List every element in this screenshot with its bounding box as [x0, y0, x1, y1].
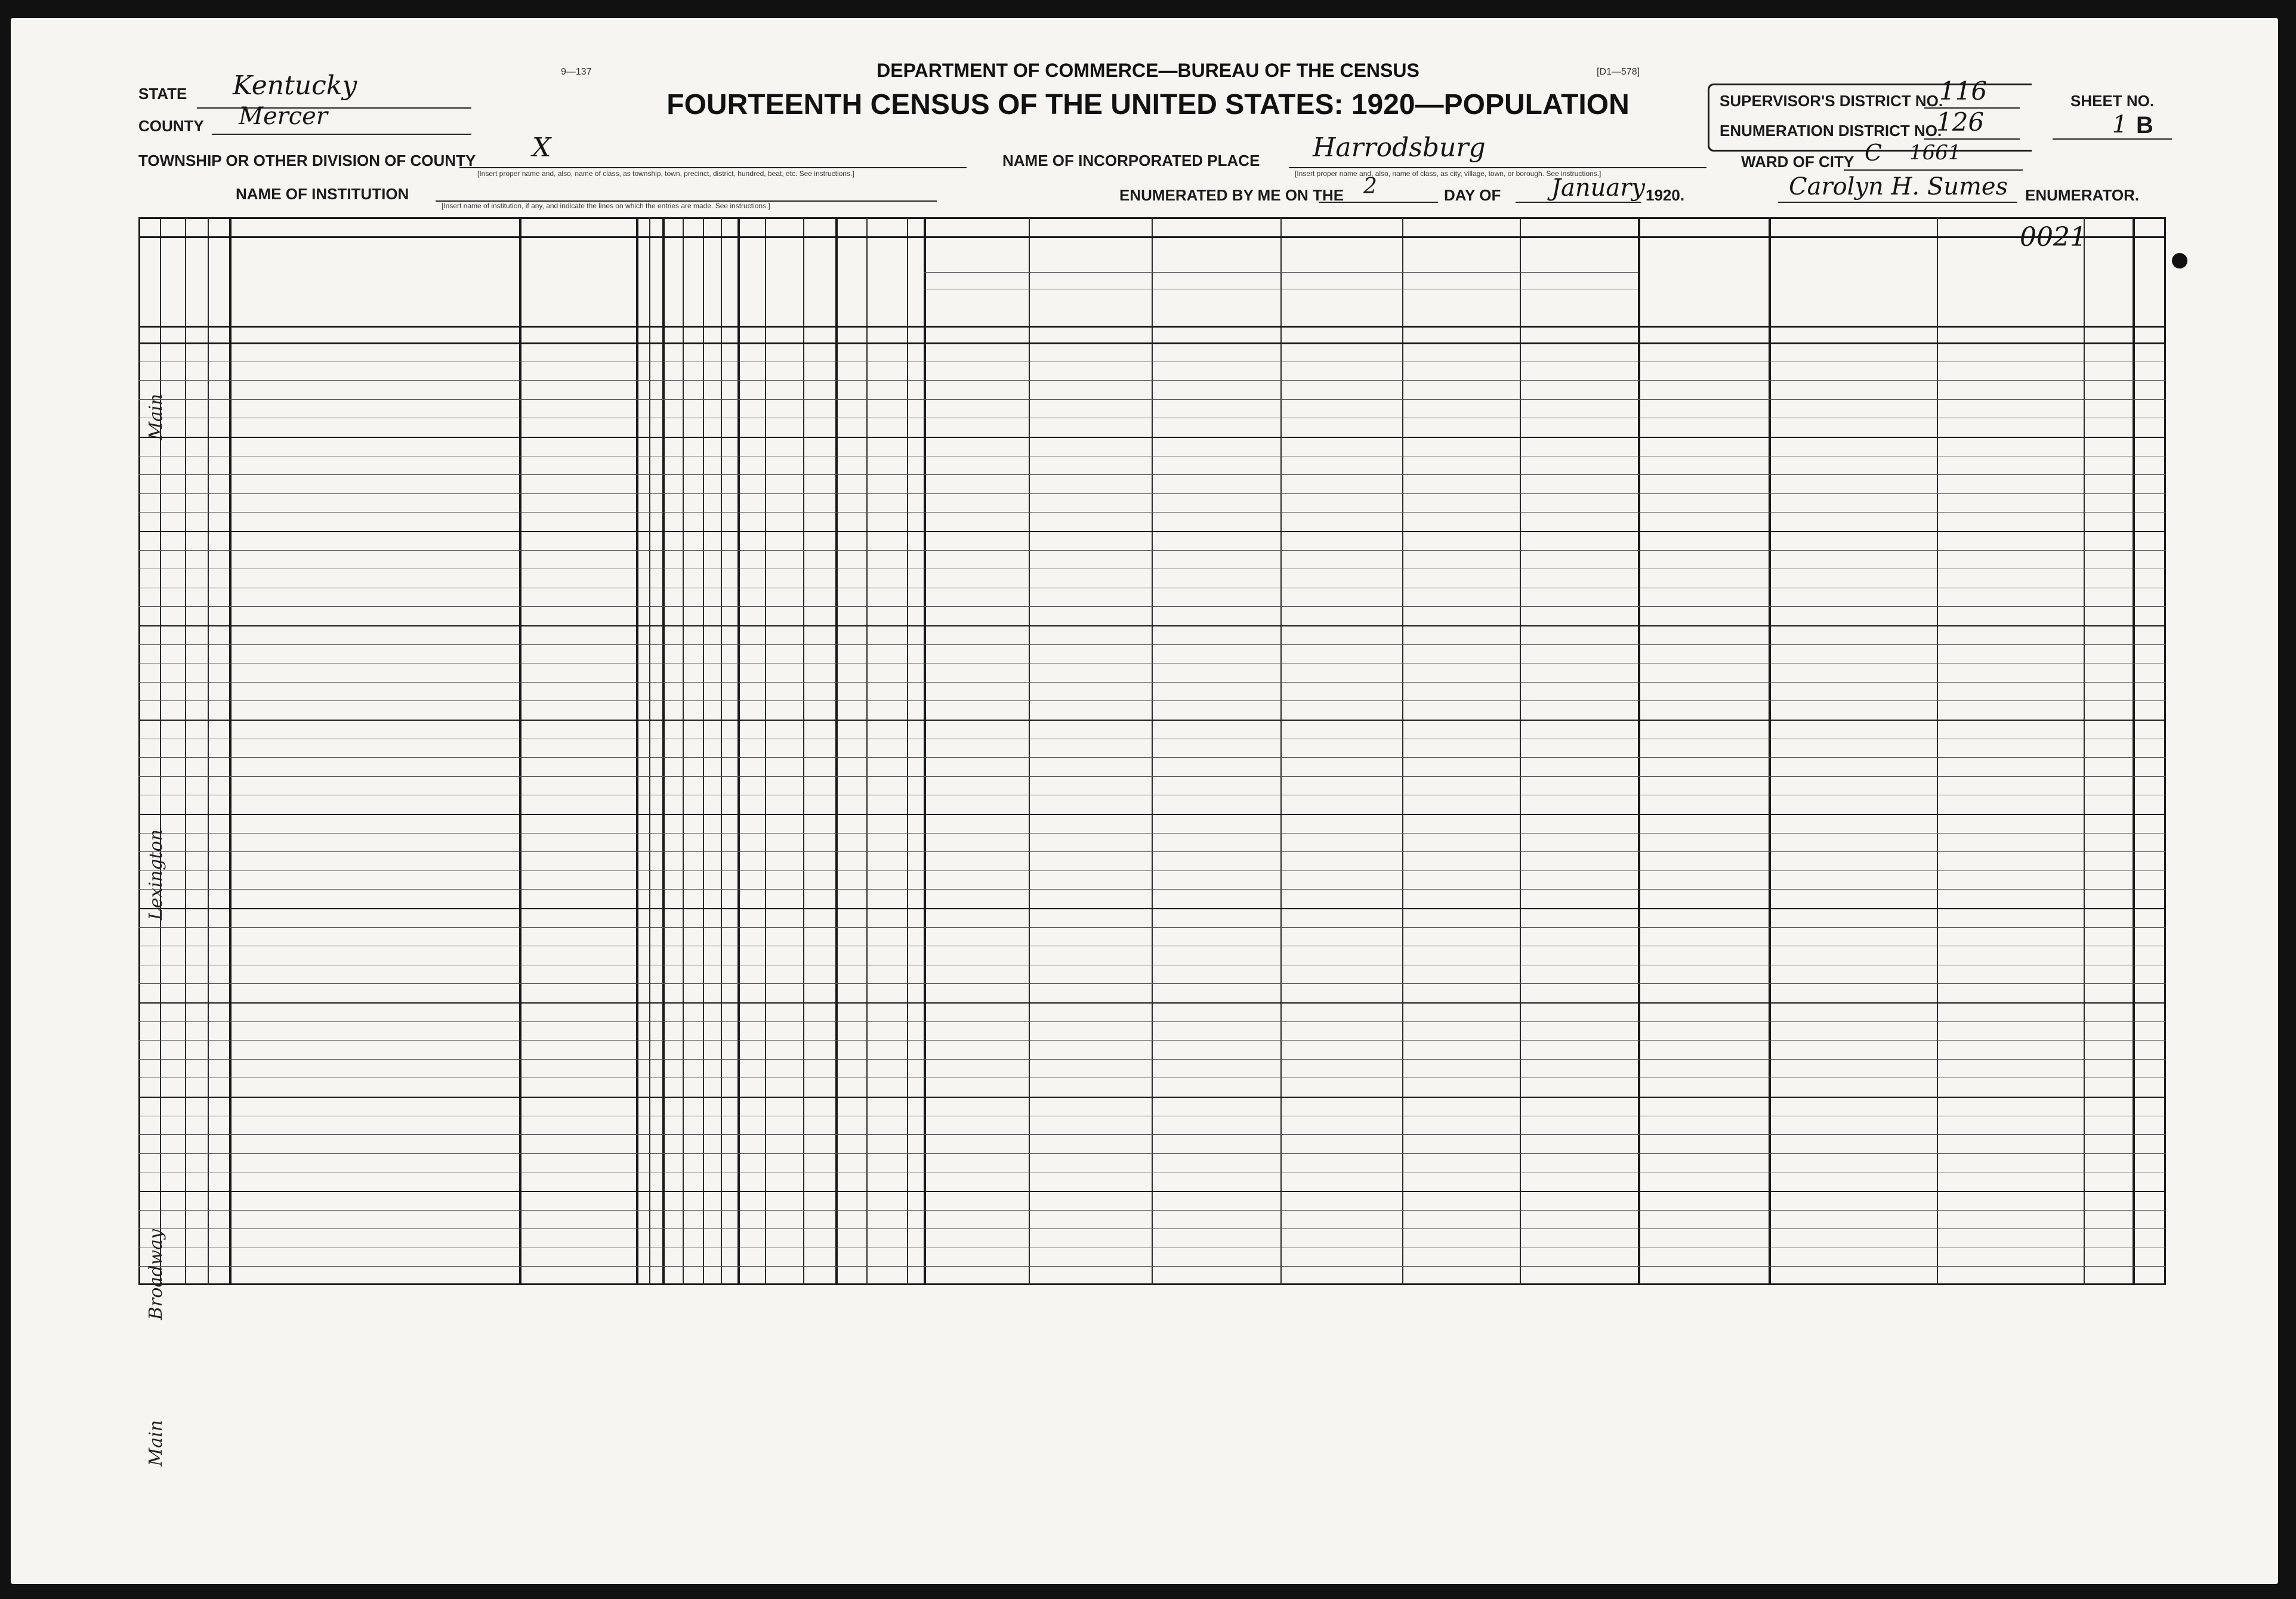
column-header — [637, 239, 648, 323]
department-title: DEPARTMENT OF COMMERCE—BUREAU OF THE CENSUS — [877, 60, 1419, 81]
column-header — [2134, 239, 2165, 323]
margin-street-main-2: Main — [146, 1420, 166, 1467]
township-note: [Insert proper name and, also, name of class, as township, town, precinct, district, hundred, beat, etc. See instructions.] — [477, 169, 854, 178]
column-header — [868, 239, 906, 323]
column-number-rule — [138, 342, 2166, 344]
form-code: [D1—578] — [1597, 67, 1640, 77]
column-divider — [835, 217, 838, 1285]
nativity-note — [930, 240, 1632, 264]
margin-street-lexington: Lexington — [146, 829, 166, 921]
enumerated-day: 2 — [1363, 174, 1377, 199]
margin-street-main: Main — [146, 394, 166, 440]
column-divider — [2133, 217, 2135, 1285]
year-label: 1920. — [1646, 186, 1685, 204]
row-rule — [138, 927, 2166, 928]
ward-value: C — [1865, 140, 1883, 166]
enumerated-label: ENUMERATED BY ME ON THE — [1119, 186, 1344, 204]
enumerated-month: January — [1551, 174, 1645, 202]
column-divider — [160, 217, 161, 1285]
column-divider — [866, 217, 868, 1285]
place-label: NAME OF INCORPORATED PLACE — [1002, 152, 1260, 169]
column-header — [1639, 239, 1767, 323]
place-value: Harrodsburg — [1313, 132, 1486, 163]
column-header — [186, 239, 206, 323]
column-divider — [1937, 217, 1938, 1285]
column-divider — [765, 217, 766, 1285]
row-rule — [138, 833, 2166, 834]
row-rule — [138, 889, 2166, 890]
column-header — [722, 239, 736, 323]
institution-label: NAME OF INSTITUTION — [236, 185, 409, 203]
row-rule — [138, 757, 2166, 758]
column-header — [684, 239, 702, 323]
column-divider — [1029, 217, 1030, 1285]
column-divider — [907, 217, 908, 1285]
column-header — [161, 239, 184, 323]
header-rule — [138, 326, 2166, 328]
row-rule — [138, 682, 2166, 683]
column-divider — [185, 217, 186, 1285]
supervisor-label: SUPERVISOR'S DISTRICT NO. — [1720, 92, 1943, 110]
row-rule — [138, 1210, 2166, 1211]
column-header — [1031, 300, 1149, 317]
column-divider — [208, 217, 209, 1285]
row-rule — [138, 399, 2166, 400]
row-rule — [138, 1191, 2166, 1192]
column-header — [1939, 240, 2081, 323]
ward-extra: 1661 — [1909, 141, 1961, 165]
row-rule — [138, 1266, 2166, 1267]
column-header — [804, 239, 834, 323]
state-value: Kentucky — [233, 70, 357, 101]
row-rule — [138, 851, 2166, 852]
row-rule — [138, 474, 2166, 475]
column-header — [766, 239, 802, 323]
column-divider — [737, 217, 740, 1285]
column-header — [739, 239, 764, 323]
row-rule — [138, 606, 2166, 607]
column-divider — [636, 217, 638, 1285]
margin-street-broadway: Broadway — [146, 1229, 166, 1320]
column-divider — [662, 217, 665, 1285]
row-rule — [138, 1021, 2166, 1022]
ward-label: WARD OF CITY — [1741, 153, 1854, 171]
column-header — [2085, 239, 2131, 323]
column-header — [1522, 300, 1635, 317]
column-divider — [649, 217, 650, 1285]
form-number: 9—137 — [561, 67, 592, 77]
nativity-sub-rule — [924, 272, 1638, 273]
place-note: [Insert proper name and, also, name of class, as city, village, town, or borough. See instructions.] — [1295, 169, 1601, 178]
row-rule — [138, 625, 2166, 626]
sheet-value: 1 — [2112, 111, 2128, 138]
column-header — [837, 239, 865, 323]
column-divider — [229, 217, 232, 1285]
column-divider — [703, 217, 704, 1285]
row-rule — [138, 720, 2166, 721]
row-rule — [138, 1059, 2166, 1060]
column-divider — [1520, 217, 1521, 1285]
column-header — [926, 300, 1026, 317]
state-label: STATE — [138, 85, 187, 103]
relation-header — [523, 260, 632, 286]
county-value: Mercer — [239, 103, 328, 130]
row-rule — [138, 1040, 2166, 1041]
row-rule — [138, 493, 2166, 494]
group-header-rule — [138, 236, 2166, 238]
name-header-3 — [234, 284, 514, 308]
row-rule — [138, 380, 2166, 381]
column-divider — [683, 217, 684, 1285]
row-rule — [138, 1002, 2166, 1004]
column-header — [1283, 300, 1400, 317]
township-value: X — [532, 132, 551, 163]
supervisor-value: 116 — [1939, 76, 1988, 106]
enumerator-label: ENUMERATOR. — [2025, 186, 2140, 204]
column-header — [908, 239, 922, 323]
column-header — [650, 239, 661, 323]
column-divider — [924, 217, 926, 1285]
enumeration-value: 126 — [1936, 107, 1985, 137]
row-rule — [138, 908, 2166, 909]
row-rule — [138, 550, 2166, 551]
sheet-label: SHEET NO. — [2070, 92, 2155, 110]
column-header — [1154, 300, 1278, 317]
row-rule — [138, 437, 2166, 438]
name-header — [234, 241, 514, 258]
enumeration-label: ENUMERATION DISTRICT NO. — [1720, 122, 1942, 140]
row-rule — [138, 814, 2166, 815]
row-rule — [138, 1153, 2166, 1154]
row-rule — [138, 644, 2166, 645]
column-divider — [1152, 217, 1153, 1285]
row-rule — [138, 531, 2166, 532]
county-label: COUNTY — [138, 117, 204, 135]
enumerator-name: Carolyn H. Sumes — [1789, 173, 2008, 200]
column-divider — [1769, 217, 1771, 1285]
column-divider — [721, 217, 722, 1285]
name-header-2 — [234, 263, 514, 279]
census-title: FOURTEENTH CENSUS OF THE UNITED STATES: 1920—POPULATION — [666, 89, 1630, 121]
column-divider — [1280, 217, 1282, 1285]
column-divider — [2084, 217, 2085, 1285]
row-rule — [138, 512, 2166, 513]
row-rule — [138, 1097, 2166, 1098]
sheet-letter: B — [2136, 112, 2153, 138]
occupation-stamp: 0021 — [2020, 222, 2087, 252]
column-header — [1405, 300, 1517, 317]
column-header — [704, 239, 720, 323]
column-header — [664, 239, 681, 323]
column-header — [209, 239, 228, 323]
township-label: TOWNSHIP OR OTHER DIVISION OF COUNTY — [138, 152, 476, 169]
row-rule — [138, 1228, 2166, 1229]
column-divider — [803, 217, 804, 1285]
row-rule — [138, 776, 2166, 777]
row-rule — [138, 983, 2166, 984]
column-divider — [1638, 217, 1640, 1285]
column-divider — [1402, 217, 1403, 1285]
column-header — [140, 239, 159, 323]
institution-note: [Insert name of institution, if any, and indicate the lines on which the entries are made. See instructions.] — [442, 202, 770, 210]
row-rule — [138, 700, 2166, 701]
day-of-label: DAY OF — [1444, 186, 1501, 204]
row-rule — [138, 1134, 2166, 1135]
column-header — [1771, 240, 1934, 323]
column-divider — [519, 217, 521, 1285]
